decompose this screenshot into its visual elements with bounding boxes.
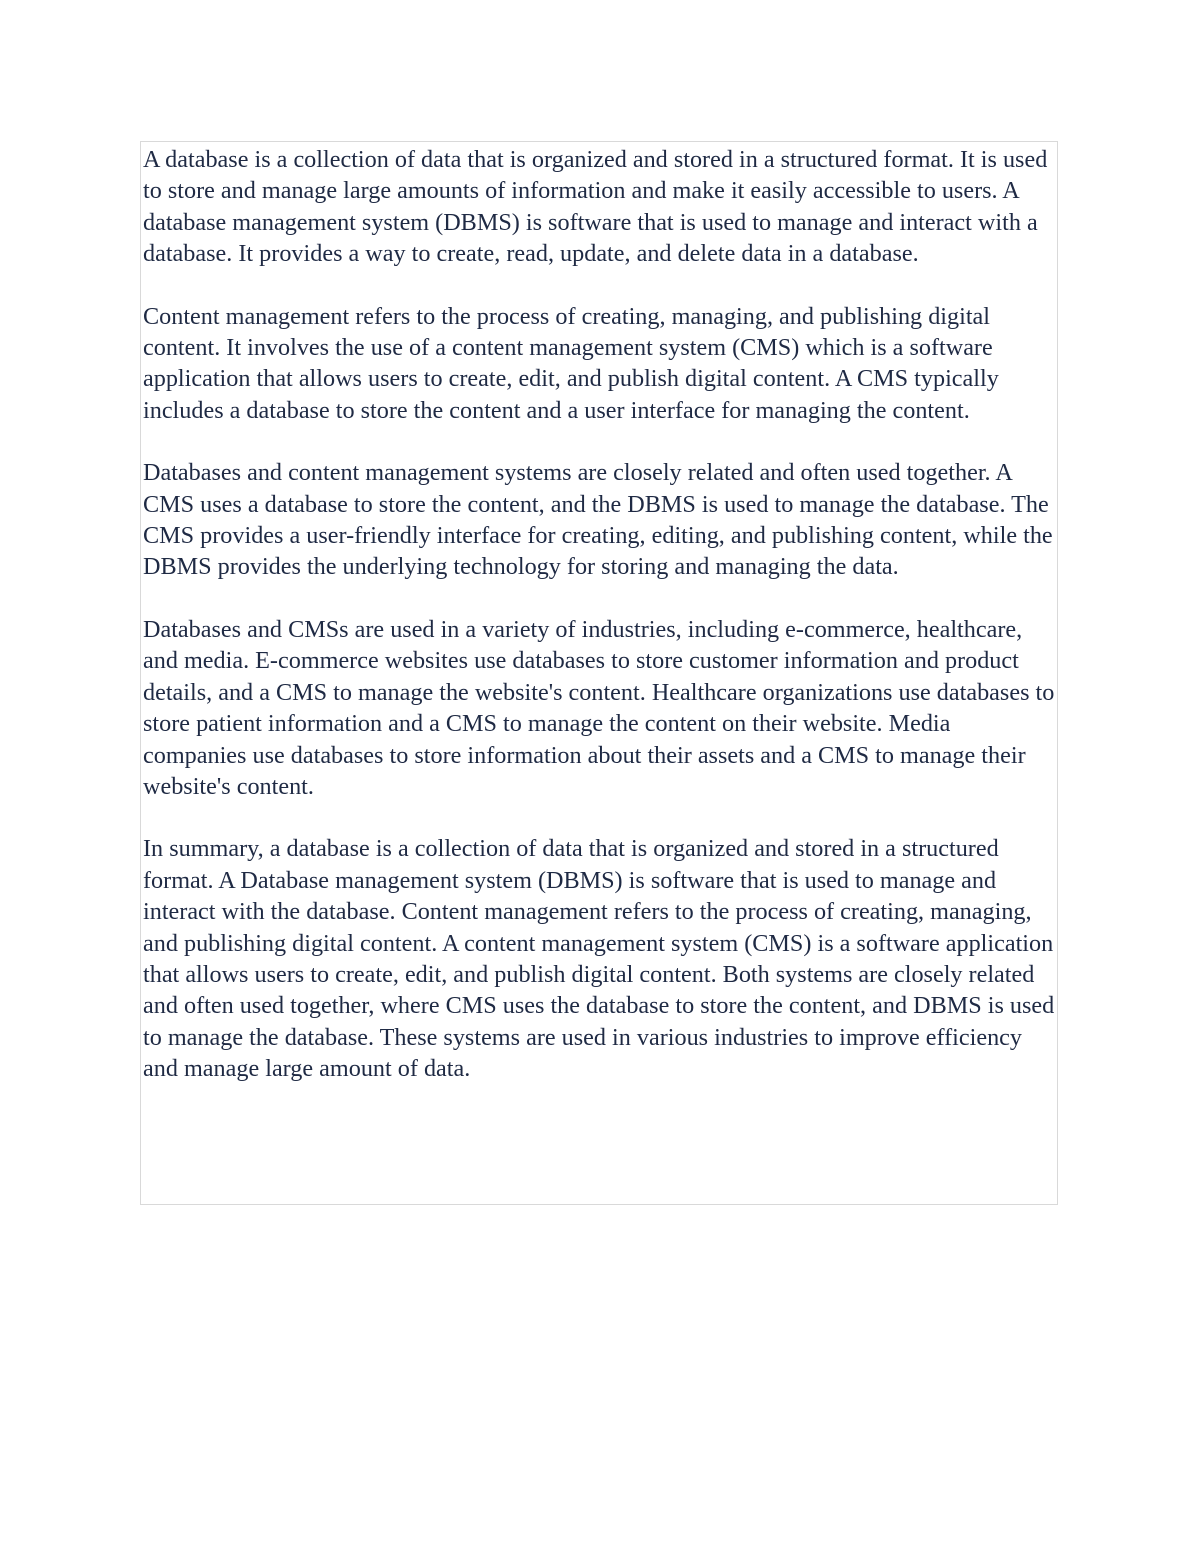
- paragraph-relationship: Databases and content management systems are closely related and often used together. A CMS uses a database to store the content, and the DBMS is used to manage the database. The CMS provides a user-friendly interface for creating, editing, and publishing content, while the DBMS provides the underlying technology for storing and managing the data.: [143, 459, 1053, 581]
- paragraph-summary: In summary, a database is a collection of data that is organized and stored in a structured format. A Database management system (DBMS) is software that is used to manage and interact with the database. Content management refers to the process of creating, managing, and publishing digital content. A content management system (CMS) is a software application that allows users to create, edit, and publish digital content. Both systems are closely related and often used together, where CMS uses the database to store the content, and DBMS is used to manage the database. These systems are used in various industries to improve efficiency and manage large amount of data.: [143, 835, 1055, 1083]
- paragraph-database: A database is a collection of data that is organized and stored in a structured format. It is used to store and manage large amounts of information and make it easily accessible to users. A database management system (DBMS) is software that is used to manage and interact with a database. It provides a way to create, read, update, and delete data in a database.: [143, 146, 1048, 268]
- paragraph-content-management: Content management refers to the process of creating, managing, and publishing digital content. It involves the use of a content management system (CMS) which is a software application that allows users to create, edit, and publish digital content. A CMS typically includes a database to store the content and a user interface for managing the content.: [143, 302, 999, 424]
- paragraph-industries: Databases and CMSs are used in a variety of industries, including e-commerce, healthcare, and media. E-commerce websites use databases to store customer information and product details, and a CMS to manage the website's content. Healthcare organizations use databases to store patient information and a CMS to manage the content on their website. Media companies use databases to store information about their assets and a CMS to manage their website's content.: [143, 615, 1055, 800]
- text-box: [140, 141, 1058, 1205]
